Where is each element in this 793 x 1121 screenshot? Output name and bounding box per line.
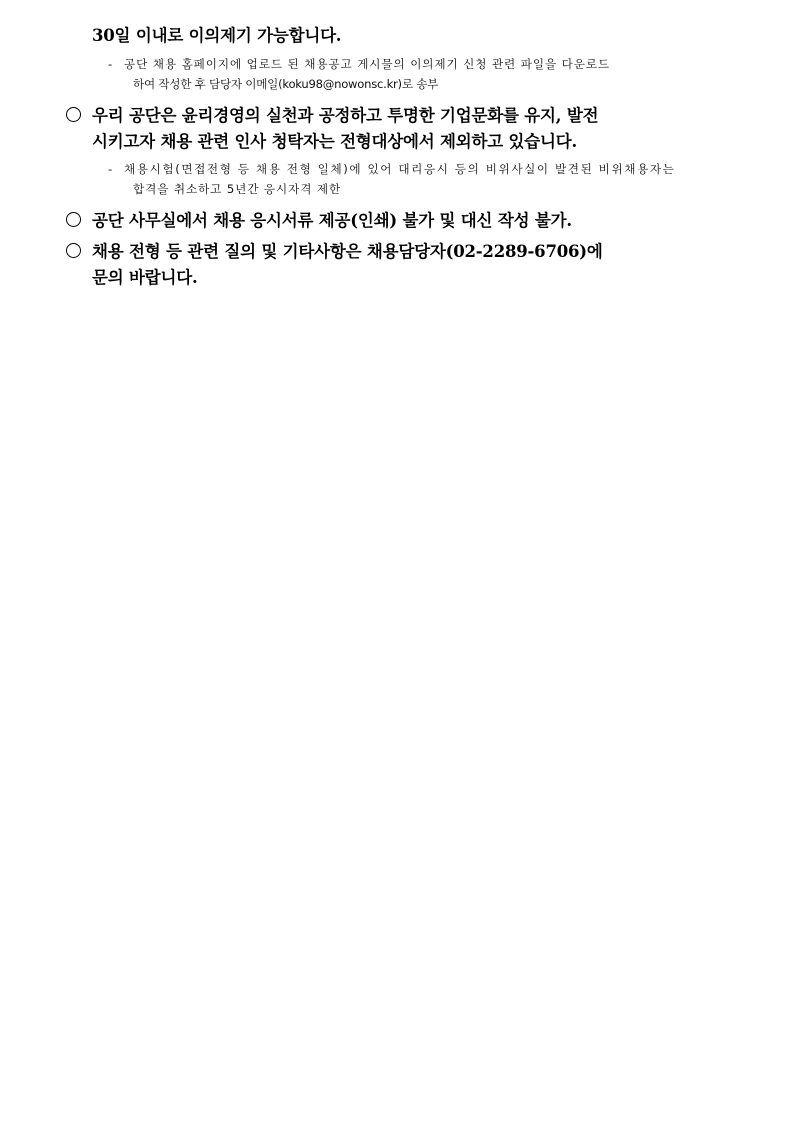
clause-ethics-line-2: 시키고자 채용 관련 인사 청탁자는 전형대상에서 제외하고 있습니다. [92,132,578,152]
sub-note-misconduct-line-1: 채용시험(면접전형 등 채용 전형 일체)에 있어 대리응시 등의 비위사실이 발견된 비위채용자는 [124,162,676,177]
clause-ethics-line-1: 우리 공단은 윤리경영의 실천과 공정하고 투명한 기업문화를 유지, 발전 [92,105,599,125]
continuation-line: 30일 이내로 이의제기 가능합니다. [92,26,342,45]
clause-ethics [52,103,742,156]
clause-contact-line-1: 채용 전형 등 관련 질의 및 기타사항은 채용담당자(02-2289-6706)에 [92,241,603,261]
clause-contact [52,239,742,292]
clause-no-printing-text [92,208,742,235]
dash-marker: - [108,56,112,71]
sub-note-line-1: 공단 채용 홈페이지에 업로드 된 채용공고 게시물의 이의제기 신청 관련 파일을 다운로드 [124,56,611,71]
sub-note-misconduct [52,160,742,200]
sub-note-misconduct-line-2: 합격을 취소하고 5년간 응시자격 제한 [133,182,342,196]
circle-bullet-icon [66,107,81,122]
clause-ethics-text [92,103,742,156]
sub-note-top [52,55,742,95]
circle-bullet-icon [66,212,81,227]
clause-no-printing [52,208,742,235]
clause-contact-line-2: 문의 바랍니다. [92,268,198,288]
document-content [52,24,742,292]
sub-note-line-2: 하여 작성한 후 담당자 이메일(koku98@nowonsc.kr)로 송부 [133,76,439,91]
clause-no-printing-line-1: 공단 사무실에서 채용 응시서류 제공(인쇄) 불가 및 대신 작성 불가. [92,210,572,230]
circle-bullet-icon [66,243,81,258]
clause-contact-text [92,239,742,292]
dash-marker: - [108,162,112,177]
